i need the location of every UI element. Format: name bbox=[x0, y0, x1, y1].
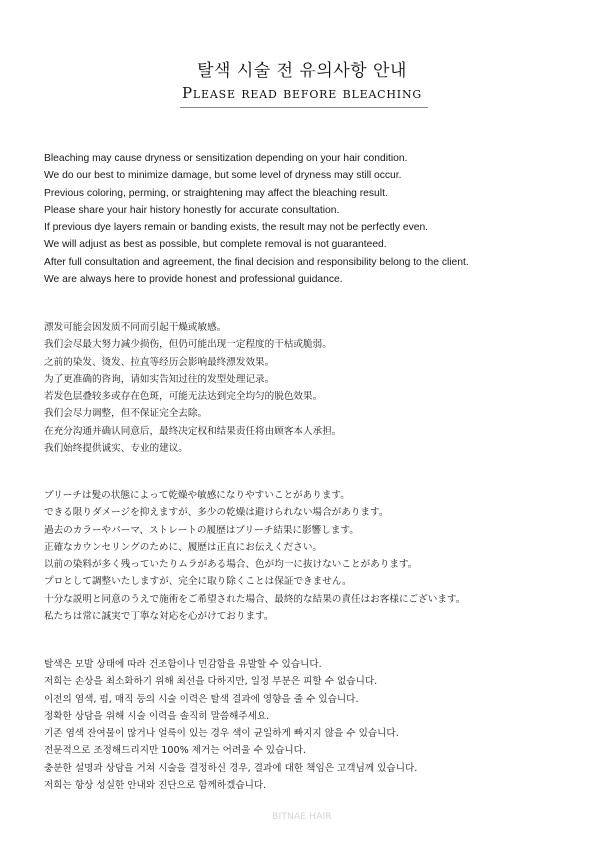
notice-line: 十分な説明と同意のうえで施術をご希望された場合、最終的な結果の責任はお客様にございます。 bbox=[44, 593, 466, 605]
title-divider bbox=[180, 107, 428, 108]
notice-line: 충분한 설명과 상담을 거쳐 시술을 결정하신 경우, 결과에 대한 책임은 고객님께 있습니다. bbox=[44, 762, 418, 774]
notice-line: Previous coloring, perming, or straightening may affect the bleaching result. bbox=[44, 187, 388, 199]
notice-line: プロとして調整いたしますが、完全に取り除くことは保証できません。 bbox=[44, 576, 352, 588]
notice-line: 之前的染发、烫发、拉直等经历会影响最终漂发效果。 bbox=[44, 356, 275, 368]
notice-line: 我们始终提供诚实、专业的建议。 bbox=[44, 443, 188, 455]
notice-line: We do our best to minimize damage, but some level of dryness may still occur. bbox=[44, 170, 402, 182]
notice-line: We will adjust as best as possible, but complete removal is not guaranteed. bbox=[44, 239, 387, 251]
notice-line: 漂发可能会因发质不同而引起干燥或敏感。 bbox=[44, 322, 227, 333]
notice-line: After full consultation and agreement, the final decision and responsibility belong to the client. bbox=[44, 256, 469, 268]
notice-block-korean bbox=[44, 656, 564, 794]
notice-line: 기존 염색 잔여물이 많거나 얼룩이 있는 경우 색이 균일하게 빠지지 않을 수 있습니다. bbox=[44, 728, 399, 740]
notice-line: ブリーチは髪の状態によって乾燥や敏感になりやすいことがあります。 bbox=[44, 490, 350, 501]
notice-line: 이전의 염색, 펌, 매직 등의 시술 이력은 탈색 결과에 영향을 줄 수 있습니다. bbox=[44, 693, 359, 705]
brand-watermark: BITNAE HAIR bbox=[272, 812, 332, 822]
notice-line: 저희는 손상을 최소화하기 위해 최선을 다하지만, 일정 부분은 피할 수 없습니다. bbox=[44, 676, 378, 688]
notice-line: 탈색은 모발 상태에 따라 건조함이나 민감함을 유발할 수 있습니다. bbox=[44, 659, 322, 670]
notice-line: Please share your hair history honestly for accurate consultation. bbox=[44, 204, 340, 216]
notice-line: 我们会尽力调整，但不保证完全去除。 bbox=[44, 408, 208, 420]
notice-line: 저희는 항상 성실한 안내와 진단으로 함께하겠습니다. bbox=[44, 780, 267, 792]
notice-line: 在充分沟通并确认同意后，最终决定权和结果责任将由顾客本人承担。 bbox=[44, 425, 342, 437]
notice-block-english bbox=[44, 150, 564, 288]
notice-line: 以前の染料が多く残っていたりムラがある場合、色が均一に抜けないことがあります。 bbox=[44, 559, 418, 571]
notice-block-chinese bbox=[44, 319, 564, 457]
notice-line: 私たちは常に誠実で丁寧な対応を心がけております。 bbox=[44, 611, 274, 623]
notice-line: 정확한 상담을 위해 시술 이력을 솔직히 말씀해주세요. bbox=[44, 710, 270, 722]
notice-line: 若发色层叠较多或存在色斑，可能无法达到完全均匀的脱色效果。 bbox=[44, 391, 323, 403]
notice-line: If previous dye layers remain or banding exists, the result may not be perfectly even. bbox=[44, 222, 429, 234]
notice-block-japanese bbox=[44, 487, 564, 625]
notice-line: 为了更准确的咨询，请如实告知过往的发型处理记录。 bbox=[44, 373, 275, 385]
page-title-english: Please read before bleaching bbox=[182, 84, 422, 102]
notice-line: 我们会尽最大努力减少损伤，但仍可能出现一定程度的干枯或脆弱。 bbox=[44, 339, 332, 351]
notice-line: We are always here to provide honest and professional guidance. bbox=[44, 274, 343, 286]
notice-line: 正確なカウンセリングのために、履歴は正直にお伝えください。 bbox=[44, 541, 323, 553]
page-title-korean: 탈색 시술 전 유의사항 안내 bbox=[197, 61, 407, 81]
notice-line: 過去のカラーやパーマ、ストレートの履歴はブリーチ結果に影響します。 bbox=[44, 524, 359, 536]
notice-line: できる限りダメージを抑えますが、多少の乾燥は避けられない場合があります。 bbox=[44, 507, 389, 519]
notice-line: Bleaching may cause dryness or sensitization depending on your hair condition. bbox=[44, 153, 408, 164]
notice-line: 전문적으로 조정해드리지만 100% 제거는 어려울 수 있습니다. bbox=[44, 745, 306, 757]
